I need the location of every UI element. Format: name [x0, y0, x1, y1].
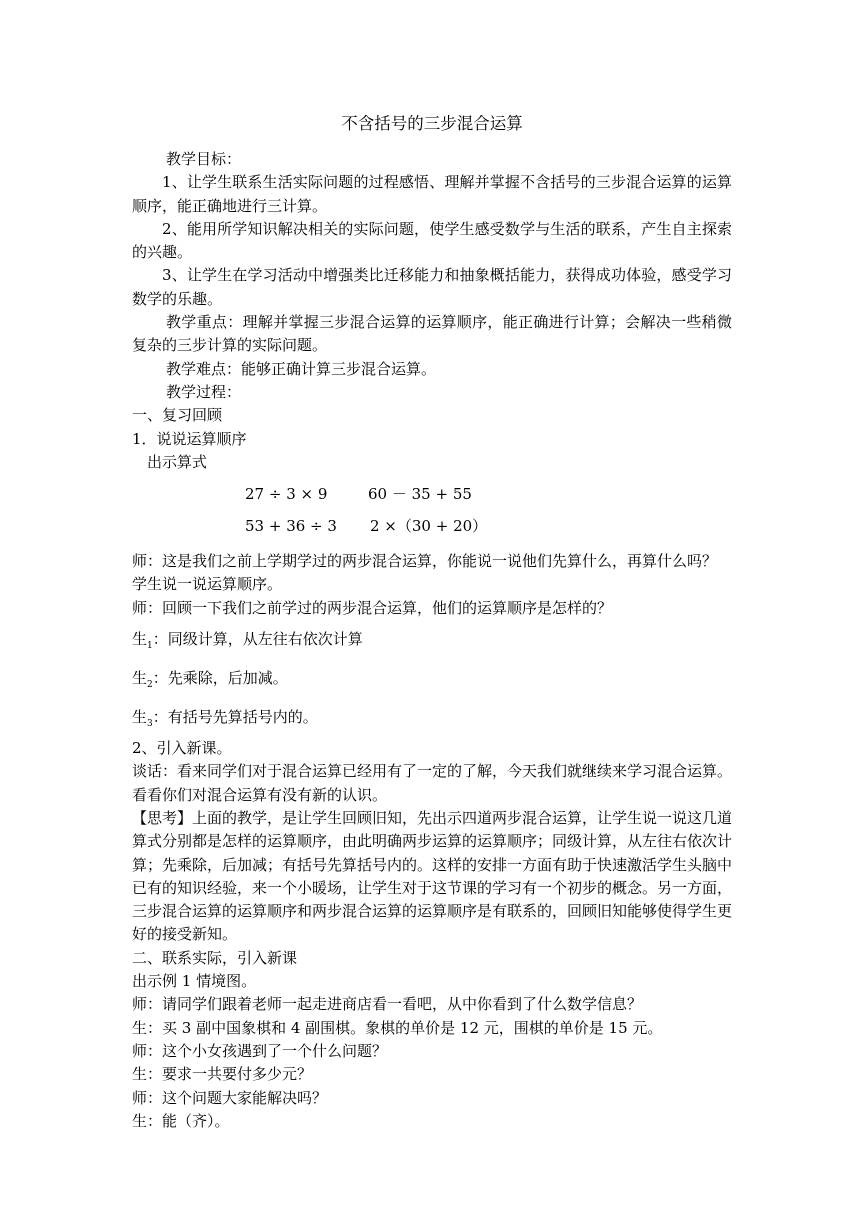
- equation: 60 － 35 + 55: [368, 485, 472, 504]
- goal-3: 3、让学生在学习活动中增强类比迁移能力和抽象概括能力，获得成功体验，感受学习数学的乐趣。: [132, 266, 732, 308]
- dialogue-line: 师：这个小女孩遇到了一个什么问题？: [132, 1041, 388, 1060]
- document-title: 不含括号的三步混合运算: [341, 114, 523, 133]
- teacher-line: 师：回顾一下我们之前学过的两步混合运算，他们的运算顺序是怎样的？: [132, 598, 613, 617]
- dialogue-line: 生：买 3 副中国象棋和 4 副围棋。象棋的单价是 12 元，围棋的单价是 15 元。: [132, 1018, 663, 1037]
- think-paragraph: 【思考】上面的教学，是让学生回顾旧知，先出示四道两步混合运算，让学生说一说这几道算式分别都是怎样的运算顺序，由此明确两步运算的运算顺序；同级计算，从左往右依次计算；先乘除，后加减；有括号先算括号内的。这样的安排一方面有助于快速激活学生头脑中已有的知识经验，来一个小暖场，让学生对于这节课的学习有一个初步的概念。另一方面，三步混合运算的运算顺序和两步混合运算的运算顺序是有联系的，回顾旧知能够使得学生更好的接受新知。: [132, 808, 733, 944]
- dialogue-line: 师：这个问题大家能解决吗？: [132, 1088, 328, 1107]
- dialogue-line: 生：要求一共要付多少元？: [132, 1065, 313, 1084]
- section-1-heading: 一、复习回顾: [132, 406, 223, 425]
- item-1: 1．说说运算顺序: [132, 429, 247, 448]
- equation: 53 + 36 ÷ 3: [245, 517, 337, 536]
- show-formula: 出示算式: [147, 452, 208, 471]
- equation-row-2: [132, 510, 732, 542]
- student-answer-3: 生$_3$：有括号先算括号内的。: [132, 708, 318, 730]
- key-point: 教学重点：理解并掌握三步混合运算的运算顺序，能正确进行计算；会解决一些稍微复杂的三步计算的实际问题。: [132, 313, 732, 355]
- goal-1: 1、让学生联系生活实际问题的过程感悟、理解并掌握不含括号的三步混合运算的运算顺序，能正确地进行三计算。: [132, 173, 732, 215]
- student-answer-2: 生$_2$：先乘除，后加减。: [132, 669, 288, 691]
- goal-2: 2、能用所学知识解决相关的实际问题，使学生感受数学与生活的联系，产生自主探索的兴趣。: [132, 219, 732, 262]
- document-page: [132, 112, 732, 1133]
- process-heading: 教学过程：: [166, 382, 242, 401]
- equation-row-1: [132, 478, 732, 510]
- dialogue-line: 生：能（齐）。: [132, 1111, 230, 1130]
- equation: 27 ÷ 3 × 9: [245, 485, 328, 504]
- student-answer-1: 生$_1$：同级计算，从左往右依次计算: [132, 630, 363, 652]
- teacher-line: 师：这是我们之前上学期学过的两步混合运算，你能说一说他们先算什么，再算什么吗？: [132, 552, 718, 571]
- difficulty: 教学难点：能够正确计算三步混合运算。: [166, 359, 437, 378]
- dialogue-line: 师：请同学们跟着老师一起走进商店看一看吧，从中你看到了什么数学信息？: [132, 995, 643, 1014]
- goals-heading: 教学目标：: [166, 150, 242, 168]
- equation: 2 ×（30 + 20）: [370, 517, 488, 536]
- example-line: 出示例 1 情境图。: [132, 972, 257, 991]
- student-line: 学生说一说运算顺序。: [132, 575, 283, 594]
- section-2-heading: 二、联系实际，引入新课: [132, 948, 298, 967]
- talk-paragraph: 谈话：看来同学们对于混合运算已经用有了一定的了解，今天我们就继续来学习混合运算。看看你们对混合运算有没有新的认识。: [132, 762, 733, 804]
- item-2: 2、引入新课。: [132, 739, 232, 758]
